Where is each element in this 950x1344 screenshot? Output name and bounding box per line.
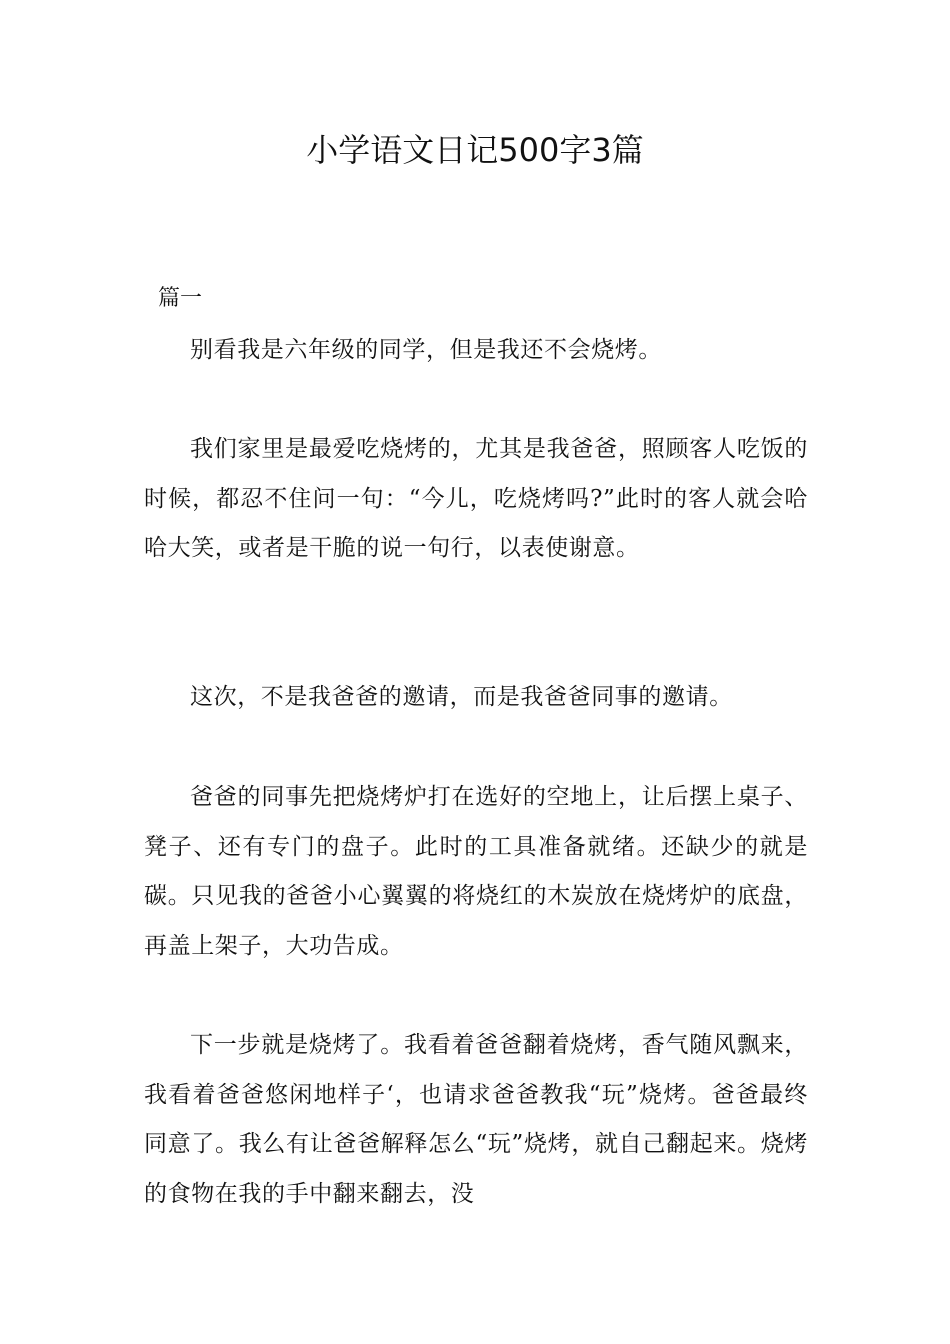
paragraph: 我们家里是最爱吃烧烤的，尤其是我爸爸，照顾客人吃饭的时候，都忍不住问一句：“今儿，吃烧烤吗?”此时的客人就会哈哈大笑，或者是干脆的说一句行，以表使谢意。: [144, 436, 808, 561]
paragraph: 别看我是六年级的同学，但是我还不会烧烤。: [190, 337, 662, 363]
section-label: 篇一: [158, 286, 203, 311]
paragraph: 这次，不是我爸爸的邀请，而是我爸爸同事的邀请。: [190, 684, 733, 710]
paragraph: 下一步就是烧烤了。我看着爸爸翻着烧烤，香气随风飘来，我看着爸爸悠闲地样子‘，也请求爸爸教我“玩”烧烤。爸爸最终同意了。我么有让爸爸解释怎么“玩”烧烤，就自己翻起来。烧烤的食物在我的手中翻来翻去，没: [144, 1032, 808, 1207]
paragraph: 爸爸的同事先把烧烤炉打在选好的空地上，让后摆上桌子、凳子、还有专门的盘子。此时的工具准备就绪。还缺少的就是碳。只见我的爸爸小心翼翼的将烧红的木炭放在烧烤炉的底盘，再盖上架子，大功告成。: [144, 784, 808, 959]
document-title: 小学语文日记500字3篇: [306, 131, 644, 169]
